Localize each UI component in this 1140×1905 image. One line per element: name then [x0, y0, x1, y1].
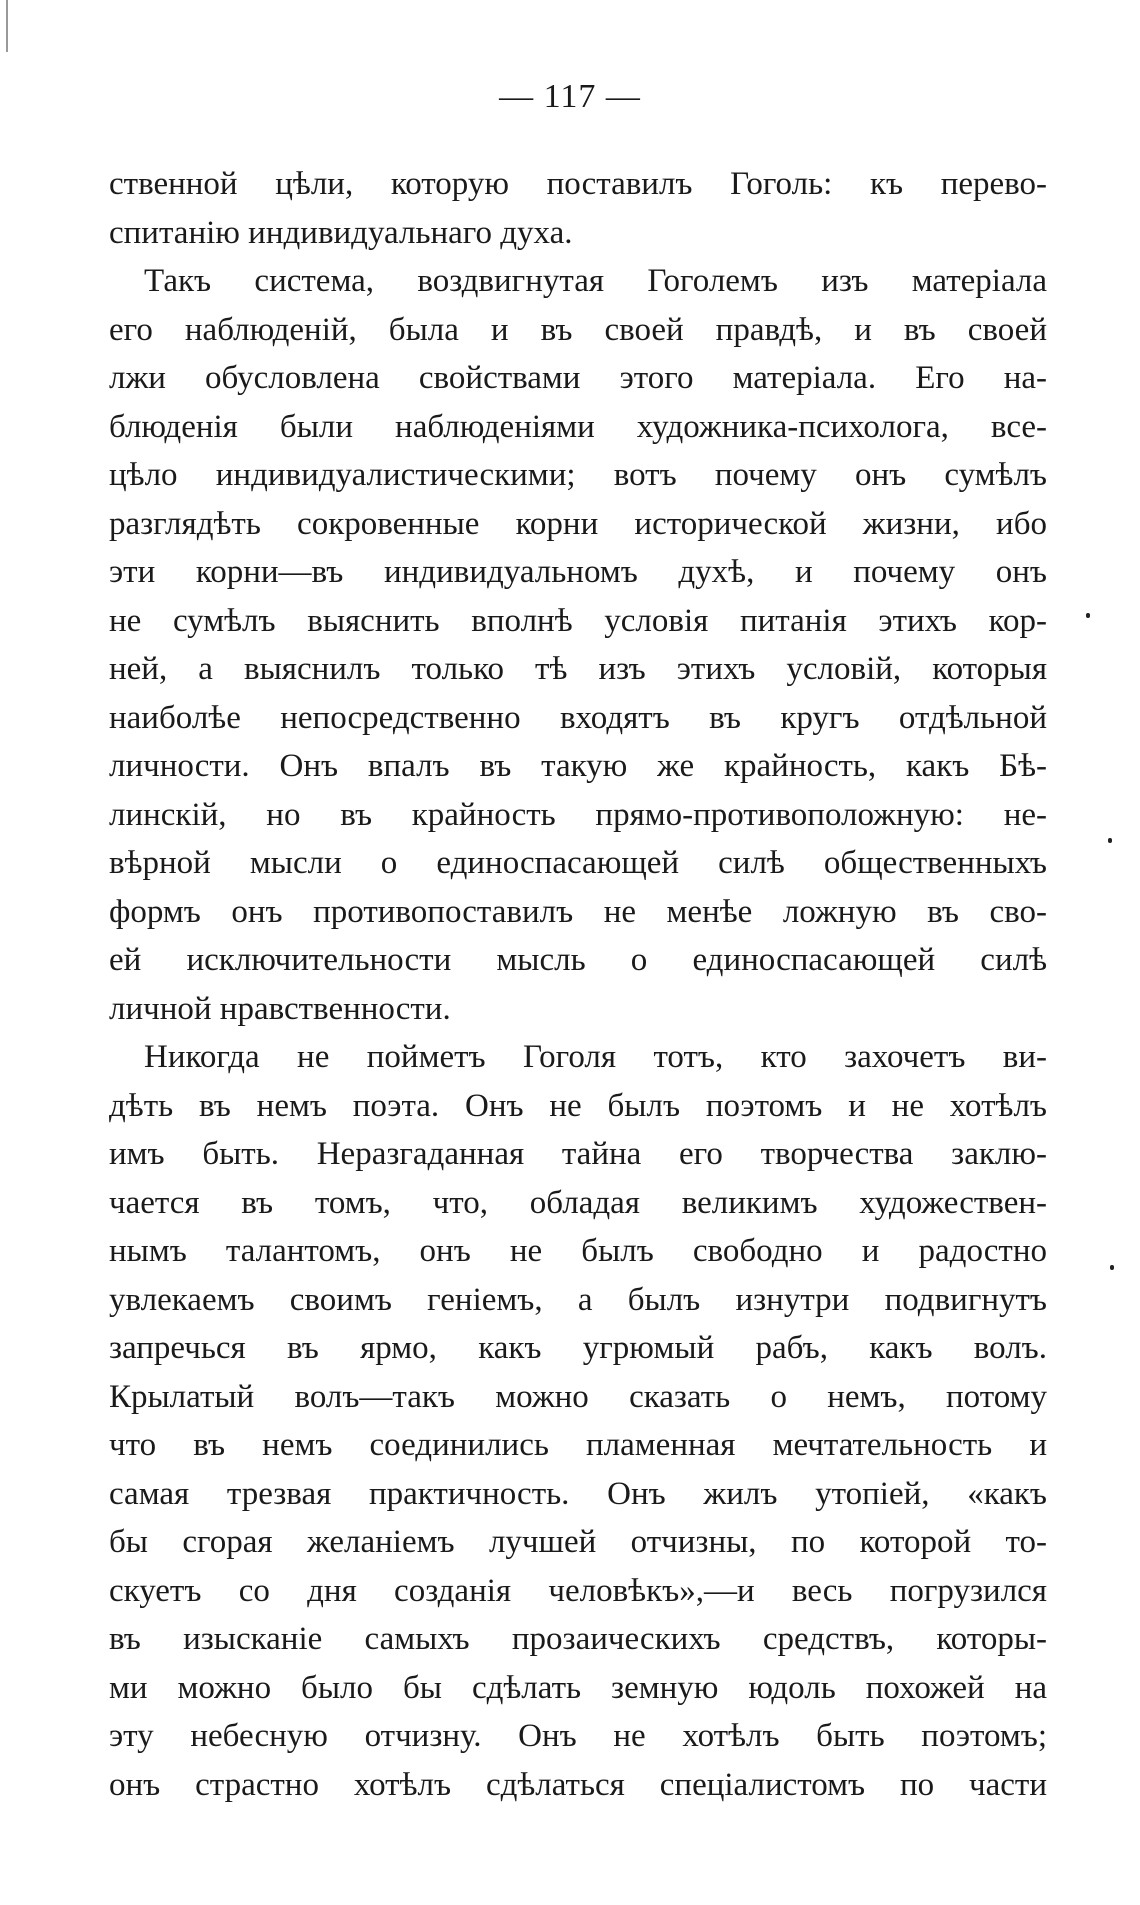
text-line: дѣть въ немъ поэта. Онъ не былъ поэтомъ и не хотѣлъ: [109, 1087, 1047, 1124]
text-line: эти корни—въ индивидуальномъ духѣ, и почему онъ: [109, 554, 1047, 590]
page-number: — 117 —: [499, 78, 641, 115]
scan-edge-mark: [6, 0, 8, 52]
body-text: [109, 160, 1047, 1809]
text-line: увлекаемъ своимъ геніемъ, а былъ изнутри подвигнутъ: [109, 1281, 1047, 1318]
text-line: ей исключительности мысль о единоспасающей силѣ: [109, 942, 1047, 978]
text-line: цѣло индивидуалистическими; вотъ почему онъ сумѣлъ: [109, 457, 1047, 493]
text-line: ней, а выяснилъ только тѣ изъ этихъ условій, которыя: [109, 651, 1047, 687]
text-line: что въ немъ соединились пламенная мечтательность и: [109, 1427, 1047, 1463]
text-line: Такъ система, воздвигнутая Гоголемъ изъ матеріала: [144, 263, 1047, 299]
text-line: самая трезвая практичность. Онъ жилъ утопіей, «какъ: [109, 1475, 1047, 1512]
text-line: личности. Онъ впалъ въ такую же крайность, какъ Бѣ-: [109, 748, 1047, 784]
text-line: въ изысканіе самыхъ прозаическихъ средствъ, которы-: [109, 1621, 1047, 1657]
text-line: эту небесную отчизну. Онъ не хотѣлъ быть поэтомъ;: [109, 1718, 1047, 1754]
paragraph-3: [109, 1033, 1047, 1809]
text-line: чается въ томъ, что, обладая великимъ художествен-: [109, 1184, 1047, 1221]
scan-speck: [1086, 613, 1090, 618]
paragraph-1: [109, 160, 1047, 257]
text-line: личной нравственности.: [109, 990, 451, 1027]
text-line: ми можно было бы сдѣлать земную юдоль похожей на: [109, 1669, 1047, 1706]
paragraph-2: [109, 257, 1047, 1033]
text-line: Крылатый волъ—такъ можно сказать о немъ, потому: [109, 1378, 1047, 1415]
text-line: блюденія были наблюденіями художника-психолога, все-: [109, 408, 1047, 445]
text-line: нымъ талантомъ, онъ не былъ свободно и радостно: [109, 1233, 1047, 1269]
text-line: запречься въ ярмо, какъ угрюмый рабъ, какъ волъ.: [109, 1330, 1047, 1366]
text-line: лжи обусловлена свойствами этого матеріала. Его на-: [109, 360, 1047, 396]
scan-speck: [1110, 1265, 1114, 1270]
text-line: линскій, но въ крайность прямо-противоположную: не-: [109, 796, 1047, 833]
text-line: формъ онъ противопоставилъ не менѣе ложную въ сво-: [109, 893, 1047, 930]
text-line: скуетъ со дня созданія человѣкъ»,—и весь погрузился: [109, 1572, 1047, 1609]
scan-speck: [1108, 838, 1112, 843]
text-line: его наблюденій, была и въ своей правдѣ, и въ своей: [109, 311, 1047, 348]
text-line: бы сгорая желаніемъ лучшей отчизны, по которой то-: [109, 1524, 1047, 1560]
text-line: ственной цѣли, которую поставилъ Гоголь: къ перево-: [109, 166, 1047, 202]
text-line: разглядѣть сокровенные корни исторической жизни, ибо: [109, 505, 1047, 542]
text-line: наиболѣе непосредственно входятъ въ кругъ отдѣльной: [109, 699, 1047, 736]
text-line: спитанію индивидуальнаго духа.: [109, 214, 573, 251]
text-line: вѣрной мысли о единоспасающей силѣ общественныхъ: [109, 845, 1047, 881]
text-line: Никогда не пойметъ Гоголя тотъ, кто захочетъ ви-: [144, 1039, 1047, 1075]
text-line: имъ быть. Неразгаданная тайна его творчества заклю-: [109, 1136, 1047, 1172]
text-line: не сумѣлъ выяснить вполнѣ условія питанія этихъ кор-: [109, 602, 1047, 639]
text-line: онъ страстно хотѣлъ сдѣлаться спеціалистомъ по части: [109, 1766, 1047, 1803]
